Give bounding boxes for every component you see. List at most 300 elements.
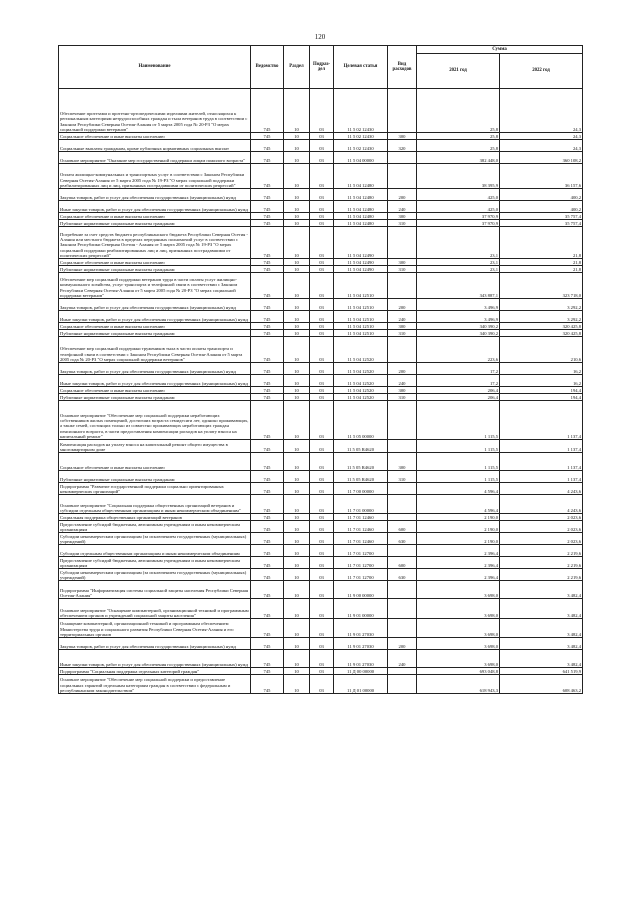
row-celevaya: 11 5 04 12520 (334, 394, 388, 401)
row-vid (388, 619, 417, 638)
row-celevaya: 11 5 04 12510 (334, 273, 388, 299)
row-sum-2021: 3 698,0 (417, 650, 500, 668)
row-razdel: 10 (284, 650, 310, 668)
row-vid: 300 (388, 387, 417, 394)
row-razdel: 10 (284, 471, 310, 483)
row-podrazdel: 03 (310, 675, 334, 694)
row-razdel: 10 (284, 152, 310, 164)
row-ved: 745 (251, 650, 284, 668)
row-razdel: 10 (284, 299, 310, 311)
row-sum-2022: 1 137,4 (500, 453, 583, 471)
header-2021: 2021 год (417, 54, 500, 89)
row-razdel: 10 (284, 201, 310, 213)
row-celevaya: 11 7 01 12700 (334, 569, 388, 581)
row-sum-2021: 3 698,0 (417, 581, 500, 599)
row-vid (388, 495, 417, 514)
row-vid: 240 (388, 311, 417, 323)
row-sum-2022: 360 108,2 (500, 152, 583, 164)
row-podrazdel: 03 (310, 164, 334, 189)
row-sum-2022: 35 757,4 (500, 213, 583, 220)
row-ved: 745 (251, 266, 284, 273)
row-ved: 745 (251, 140, 284, 152)
table-row (59, 227, 583, 259)
row-podrazdel: 03 (310, 483, 334, 495)
table-row (59, 189, 583, 201)
row-celevaya: 11 5 04 12480 (334, 220, 388, 227)
row-razdel: 10 (284, 311, 310, 323)
table-row (59, 675, 583, 694)
row-name: Основное мероприятие "Обеспечение мер социальной поддержки неработающих собственников жилых помещений, достигших возраста семидесяти лет, одиноко проживающих, а также семей, состоящих только из совместно проживающих неработающих граждан пенсионного возраста, в части предоставления компенсации расходов на уплату взноса на капитальный ремонт" (59, 401, 251, 440)
table-header (59, 46, 583, 89)
row-sum-2022: 3 482,4 (500, 581, 583, 599)
budget-table (58, 45, 583, 694)
row-celevaya: 11 9 01 27030 (334, 650, 388, 668)
row-sum-2021: 38 395,9 (417, 164, 500, 189)
row-ved: 745 (251, 337, 284, 363)
row-sum-2021: 223,6 (417, 337, 500, 363)
row-razdel: 10 (284, 557, 310, 569)
row-sum-2021: 1 115,5 (417, 440, 500, 453)
row-podrazdel: 03 (310, 545, 334, 557)
row-podrazdel: 03 (310, 133, 334, 140)
row-razdel: 10 (284, 521, 310, 533)
row-ved: 745 (251, 273, 284, 299)
row-name: Социальное обеспечение и иные выплаты населению (59, 133, 251, 140)
row-vid: 200 (388, 638, 417, 650)
header-summa: Сумма (417, 46, 583, 54)
row-vid: 200 (388, 363, 417, 375)
row-podrazdel: 03 (310, 227, 334, 259)
row-vid: 300 (388, 323, 417, 330)
row-sum-2022: 2 219,6 (500, 545, 583, 557)
table-row (59, 394, 583, 401)
row-razdel: 10 (284, 213, 310, 220)
row-ved: 745 (251, 514, 284, 521)
row-vid: 310 (388, 394, 417, 401)
row-celevaya: 11 5 04 12510 (334, 299, 388, 311)
row-sum-2022: 2 023,6 (500, 533, 583, 545)
row-razdel: 10 (284, 363, 310, 375)
row-sum-2022: 1 137,4 (500, 471, 583, 483)
row-vid: 240 (388, 650, 417, 668)
row-name: Публичные нормативные социальные выплаты гражданам (59, 471, 251, 483)
table-row (59, 140, 583, 152)
row-sum-2022: 2 023,6 (500, 521, 583, 533)
row-celevaya: 11 5 04 12490 (334, 227, 388, 259)
row-podrazdel: 03 (310, 394, 334, 401)
row-sum-2022: 2 219,6 (500, 569, 583, 581)
row-celevaya: 11 5 04 12480 (334, 213, 388, 220)
row-sum-2021: 3 496,9 (417, 299, 500, 311)
row-sum-2022: 3 292,2 (500, 311, 583, 323)
row-vid: 240 (388, 201, 417, 213)
table-row (59, 330, 583, 337)
row-vid: 600 (388, 521, 417, 533)
row-ved: 745 (251, 471, 284, 483)
row-name: Иные закупки товаров, работ и услуг для обеспечения государственных (муниципальных) нужд (59, 375, 251, 387)
row-razdel: 10 (284, 133, 310, 140)
row-ved: 745 (251, 330, 284, 337)
row-ved: 745 (251, 638, 284, 650)
row-celevaya: 11 9 01 27030 (334, 619, 388, 638)
row-ved: 745 (251, 201, 284, 213)
row-sum-2021: 37 970,9 (417, 213, 500, 220)
row-sum-2022: 24,3 (500, 140, 583, 152)
row-name: Субсидии некоммерческим организациям (за исключением государственных (муниципальных) учреждений) (59, 569, 251, 581)
row-sum-2022: 1 137,4 (500, 440, 583, 453)
table-row (59, 323, 583, 330)
row-podrazdel: 03 (310, 337, 334, 363)
row-celevaya: 11 5 04 12510 (334, 323, 388, 330)
row-ved: 745 (251, 89, 284, 133)
row-razdel: 10 (284, 394, 310, 401)
row-razdel: 10 (284, 164, 310, 189)
header-podrazdel: Подраз-дел (310, 46, 334, 89)
row-celevaya: 11 7 01 12700 (334, 545, 388, 557)
row-celevaya: 11 5 04 12520 (334, 387, 388, 394)
row-razdel: 10 (284, 375, 310, 387)
row-razdel: 10 (284, 323, 310, 330)
row-podrazdel: 03 (310, 330, 334, 337)
row-vid: 320 (388, 140, 417, 152)
row-sum-2021: 206,4 (417, 387, 500, 394)
row-celevaya: 11 7 01 00000 (334, 495, 388, 514)
row-razdel: 10 (284, 273, 310, 299)
row-name: Основное мероприятие "Оказание мер государственной поддержки лицам пожилого возраста" (59, 152, 251, 164)
row-podrazdel: 03 (310, 299, 334, 311)
table-row (59, 545, 583, 557)
row-razdel: 10 (284, 440, 310, 453)
row-name: Обеспечение мер социальной поддержки ветеранов труда в части оплаты услуг жилищно-коммунального хозяйства, услуг транспорта и телефонной связи в соответствии с Законом Республики Северная Осетия-Алания от 5 марта 2005 года № 20-РЗ "О мерах социальной поддержки ветеранов" (59, 273, 251, 299)
row-ved: 745 (251, 521, 284, 533)
row-sum-2021: 17,2 (417, 363, 500, 375)
row-podrazdel: 03 (310, 514, 334, 521)
row-sum-2021: 23,1 (417, 227, 500, 259)
row-celevaya: 11 5 04 12510 (334, 311, 388, 323)
row-celevaya: 11 5 04 00000 (334, 152, 388, 164)
row-sum-2022: 3 482,4 (500, 619, 583, 638)
table-row (59, 581, 583, 599)
row-vid (388, 545, 417, 557)
row-celevaya: 11 5 05 R4620 (334, 471, 388, 483)
row-razdel: 10 (284, 495, 310, 514)
row-podrazdel: 03 (310, 650, 334, 668)
row-sum-2021: 37 970,9 (417, 220, 500, 227)
table-row (59, 259, 583, 266)
row-sum-2022: 194,4 (500, 387, 583, 394)
row-sum-2021: 3 698,0 (417, 599, 500, 619)
row-celevaya: 11 7 01 12700 (334, 557, 388, 569)
table-row (59, 133, 583, 140)
table-row (59, 152, 583, 164)
row-ved: 745 (251, 394, 284, 401)
row-sum-2021: 17,2 (417, 375, 500, 387)
row-celevaya: 11 5 04 12480 (334, 201, 388, 213)
row-podrazdel: 03 (310, 533, 334, 545)
row-razdel: 10 (284, 675, 310, 694)
row-ved: 745 (251, 495, 284, 514)
row-sum-2021: 206,4 (417, 394, 500, 401)
header-vid: Вид расходов (388, 46, 417, 89)
row-sum-2021: 425,0 (417, 189, 500, 201)
row-ved: 745 (251, 557, 284, 569)
row-sum-2022: 16,2 (500, 363, 583, 375)
header-name: Наименование (59, 46, 251, 89)
row-podrazdel: 03 (310, 619, 334, 638)
row-sum-2021: 23,1 (417, 266, 500, 273)
row-vid: 200 (388, 189, 417, 201)
row-celevaya: 11 7 01 12460 (334, 514, 388, 521)
table-row (59, 299, 583, 311)
table-row (59, 668, 583, 675)
row-sum-2021: 3 698,0 (417, 638, 500, 650)
row-razdel: 10 (284, 337, 310, 363)
row-name: Социальное обеспечение и иные выплаты населению (59, 259, 251, 266)
row-ved: 745 (251, 152, 284, 164)
row-name: Обеспечение протезами и протезно-ортопедическими изделиями жителей, относящихся к региональным категориям нетрудоспособных граждан и тыла ветеранов труда в соответствии с Законом Республики Северная Осетия-Алания от 5 марта 2005 года № 20-РЗ "О мерах социальной поддержки ветеранов" (59, 89, 251, 133)
table-row (59, 471, 583, 483)
row-razdel: 10 (284, 545, 310, 557)
row-sum-2021: 2 396,4 (417, 545, 500, 557)
row-ved: 745 (251, 599, 284, 619)
row-name: Предоставление субсидий бюджетным, автономным учреждениям и иным некоммерческим организациям (59, 557, 251, 569)
row-ved: 745 (251, 581, 284, 599)
table-row (59, 375, 583, 387)
row-celevaya: 11 7 01 12460 (334, 533, 388, 545)
row-vid: 310 (388, 220, 417, 227)
row-sum-2022: 24,3 (500, 133, 583, 140)
row-name: Социальное обеспечение и иные выплаты населению (59, 453, 251, 471)
page-number: 120 (314, 33, 326, 41)
row-vid (388, 152, 417, 164)
table-row (59, 638, 583, 650)
row-sum-2022: 3 482,4 (500, 650, 583, 668)
table-row (59, 650, 583, 668)
row-celevaya: 11 5 04 12520 (334, 363, 388, 375)
row-podrazdel: 03 (310, 311, 334, 323)
row-sum-2021: 2 190,0 (417, 521, 500, 533)
row-name: Закупка товаров, работ и услуг для обеспечения государственных (муниципальных) нужд (59, 299, 251, 311)
row-celevaya: 11 5 04 12520 (334, 375, 388, 387)
row-sum-2021: 25,8 (417, 140, 500, 152)
row-name: Погребение за счет средств бюджета республиканского бюджета Республики Северная Осетия - Алания или местного бюджета в пределах переданных полномочий услуг в соответствии с Законом Республики Северная Осетия - Алания от 5 марта 2005 года № 19-РЗ "О мерах социальной поддержки реабилитированных лиц и лиц, признанных пострадавшими от политических репрессий" (59, 227, 251, 259)
row-sum-2022: 1 137,4 (500, 401, 583, 440)
row-sum-2022: 194,4 (500, 394, 583, 401)
table-row (59, 201, 583, 213)
row-podrazdel: 03 (310, 521, 334, 533)
row-ved: 745 (251, 189, 284, 201)
row-sum-2021: 425,0 (417, 201, 500, 213)
row-sum-2022: 3 482,4 (500, 599, 583, 619)
row-sum-2021: 382 448,0 (417, 152, 500, 164)
table-row (59, 164, 583, 189)
row-sum-2021: 2 190,0 (417, 514, 500, 521)
row-podrazdel: 03 (310, 387, 334, 394)
row-sum-2022: 16,2 (500, 375, 583, 387)
table-row (59, 495, 583, 514)
row-sum-2022: 3 292,2 (500, 299, 583, 311)
row-razdel: 10 (284, 569, 310, 581)
row-celevaya: 11 5 04 12490 (334, 266, 388, 273)
table-row (59, 557, 583, 569)
row-celevaya: 11 Д 00 00000 (334, 668, 388, 675)
row-razdel: 10 (284, 259, 310, 266)
row-sum-2021: 618 943,3 (417, 675, 500, 694)
row-vid: 310 (388, 266, 417, 273)
row-razdel: 10 (284, 330, 310, 337)
row-sum-2022: 3 482,4 (500, 638, 583, 650)
row-name: Основное мероприятие "Обеспечение мер социальной поддержки и предоставление социальных гарантий отдельным категориям граждан в соответствии с федеральным и республиканским законодательством" (59, 675, 251, 694)
row-razdel: 10 (284, 387, 310, 394)
table-row (59, 521, 583, 533)
row-podrazdel: 03 (310, 557, 334, 569)
row-celevaya: 11 5 02 12430 (334, 133, 388, 140)
row-podrazdel: 03 (310, 140, 334, 152)
row-ved: 745 (251, 545, 284, 557)
row-podrazdel: 03 (310, 569, 334, 581)
row-sum-2022: 400,2 (500, 189, 583, 201)
row-sum-2022: 400,2 (500, 201, 583, 213)
row-razdel: 10 (284, 227, 310, 259)
row-razdel: 10 (284, 140, 310, 152)
table-row (59, 220, 583, 227)
row-ved: 745 (251, 569, 284, 581)
row-ved: 745 (251, 668, 284, 675)
row-podrazdel: 03 (310, 323, 334, 330)
row-vid (388, 440, 417, 453)
row-name: Основное мероприятие "Оснащение компьютерной, организационной техникой и программным обеспечением органов и учреждений социальной защиты населения" (59, 599, 251, 619)
row-name: Предоставление субсидий бюджетным, автономным учреждениям и иным некоммерческим организациям (59, 521, 251, 533)
row-podrazdel: 03 (310, 453, 334, 471)
row-ved: 745 (251, 164, 284, 189)
row-podrazdel: 03 (310, 201, 334, 213)
row-name: Публичные нормативные социальные выплаты гражданам (59, 220, 251, 227)
row-sum-2021: 3 698,0 (417, 619, 500, 638)
header-celevaya: Целевая статья (334, 46, 388, 89)
row-name: Субсидии отдельным общественным организациям и иным некоммерческим объединениям (59, 545, 251, 557)
row-celevaya: 11 5 05 R4620 (334, 453, 388, 471)
header-razdel: Раздел (284, 46, 310, 89)
row-vid (388, 164, 417, 189)
row-razdel: 10 (284, 453, 310, 471)
row-celevaya: 11 5 04 12490 (334, 259, 388, 266)
row-sum-2022: 641 519,9 (500, 668, 583, 675)
row-sum-2021: 693 048,8 (417, 668, 500, 675)
row-name: Иные закупки товаров, работ и услуг для обеспечения государственных (муниципальных) нужд (59, 311, 251, 323)
row-sum-2021: 3 496,9 (417, 311, 500, 323)
row-razdel: 10 (284, 483, 310, 495)
row-vid (388, 483, 417, 495)
row-sum-2022: 36 157,6 (500, 164, 583, 189)
row-vid: 310 (388, 330, 417, 337)
table-row (59, 363, 583, 375)
row-vid: 300 (388, 213, 417, 220)
table-row (59, 569, 583, 581)
table-row (59, 213, 583, 220)
table-row (59, 273, 583, 299)
row-podrazdel: 03 (310, 266, 334, 273)
row-ved: 745 (251, 675, 284, 694)
row-vid (388, 89, 417, 133)
row-sum-2021: 4 596,4 (417, 495, 500, 514)
row-name: Подпрограмма "Информатизация системы социальной защиты населения Республики Северная Осетия-Алания" (59, 581, 251, 599)
row-name: Подпрограмма "Социальная поддержка отдельных категорий граждан" (59, 668, 251, 675)
row-sum-2022: 210,6 (500, 337, 583, 363)
row-ved: 745 (251, 227, 284, 259)
row-podrazdel: 03 (310, 152, 334, 164)
table-row (59, 453, 583, 471)
row-razdel: 10 (284, 638, 310, 650)
row-sum-2021: 2 396,4 (417, 569, 500, 581)
row-vid: 300 (388, 133, 417, 140)
row-celevaya: 11 5 05 R4620 (334, 440, 388, 453)
row-sum-2022: 2 219,6 (500, 557, 583, 569)
row-name: Закупка товаров, работ и услуг для обеспечения государственных (муниципальных) нужд (59, 363, 251, 375)
row-razdel: 10 (284, 189, 310, 201)
row-podrazdel: 03 (310, 440, 334, 453)
table-row (59, 387, 583, 394)
row-vid: 630 (388, 533, 417, 545)
row-podrazdel: 03 (310, 471, 334, 483)
row-podrazdel: 03 (310, 89, 334, 133)
row-vid (388, 581, 417, 599)
row-vid: 240 (388, 375, 417, 387)
row-sum-2021: 343 887,1 (417, 273, 500, 299)
row-celevaya: 11 5 04 12510 (334, 330, 388, 337)
row-name: Обеспечение мер социальной поддержки тружеников тыла в части оплаты транспорта и телефонной связи в соответствии с Законом Республики Северная Осетия-Алания от 5 марта 2005 года № 20-РЗ "О мерах социальной поддержки ветеранов" (59, 337, 251, 363)
row-sum-2021: 23,1 (417, 259, 500, 266)
row-vid: 600 (388, 557, 417, 569)
row-celevaya: 11 9 01 27030 (334, 638, 388, 650)
row-razdel: 10 (284, 668, 310, 675)
row-vid (388, 599, 417, 619)
row-vid: 300 (388, 259, 417, 266)
row-celevaya: 11 9 00 00000 (334, 581, 388, 599)
row-podrazdel: 03 (310, 401, 334, 440)
row-celevaya: 11 5 02 12430 (334, 89, 388, 133)
row-sum-2021: 25,8 (417, 133, 500, 140)
row-podrazdel: 03 (310, 668, 334, 675)
row-name: Публичные нормативные социальные выплаты гражданам (59, 266, 251, 273)
row-ved: 745 (251, 363, 284, 375)
row-vid: 200 (388, 299, 417, 311)
row-podrazdel: 03 (310, 581, 334, 599)
header-2022: 2022 год (500, 54, 583, 89)
table-row (59, 619, 583, 638)
row-sum-2022: 320 425,8 (500, 330, 583, 337)
row-ved: 745 (251, 619, 284, 638)
table-row (59, 89, 583, 133)
row-sum-2021: 1 115,5 (417, 401, 500, 440)
row-sum-2022: 35 757,4 (500, 220, 583, 227)
row-sum-2021: 340 390,2 (417, 323, 500, 330)
row-celevaya: 11 5 05 00000 (334, 401, 388, 440)
row-name: Социальные выплаты гражданам, кроме публичных нормативных социальных выплат (59, 140, 251, 152)
row-name: Субсидии некоммерческим организациям (за исключением государственных (муниципальных) учреждений) (59, 533, 251, 545)
row-ved: 745 (251, 533, 284, 545)
row-sum-2022: 21,8 (500, 259, 583, 266)
table-row (59, 311, 583, 323)
row-ved: 745 (251, 311, 284, 323)
row-celevaya: 11 5 04 12480 (334, 189, 388, 201)
row-name: Оплата жилищно-коммунальных и транспортных услуг в соответствии с Законом Республики Северная Осетия-Алания от 5 марта 2005 года № 19-РЗ "О мерах социальной поддержки реабилитированных лиц и лиц, признанных пострадавшими от политических репрессий" (59, 164, 251, 189)
row-vid (388, 337, 417, 363)
row-ved: 745 (251, 299, 284, 311)
row-name: Подпрограмма "Развитие государственной поддержки социально ориентированных некоммерческих организаций" (59, 483, 251, 495)
row-sum-2021: 4 596,4 (417, 483, 500, 495)
row-celevaya: 11 Д 01 00000 (334, 675, 388, 694)
row-vid: 310 (388, 471, 417, 483)
